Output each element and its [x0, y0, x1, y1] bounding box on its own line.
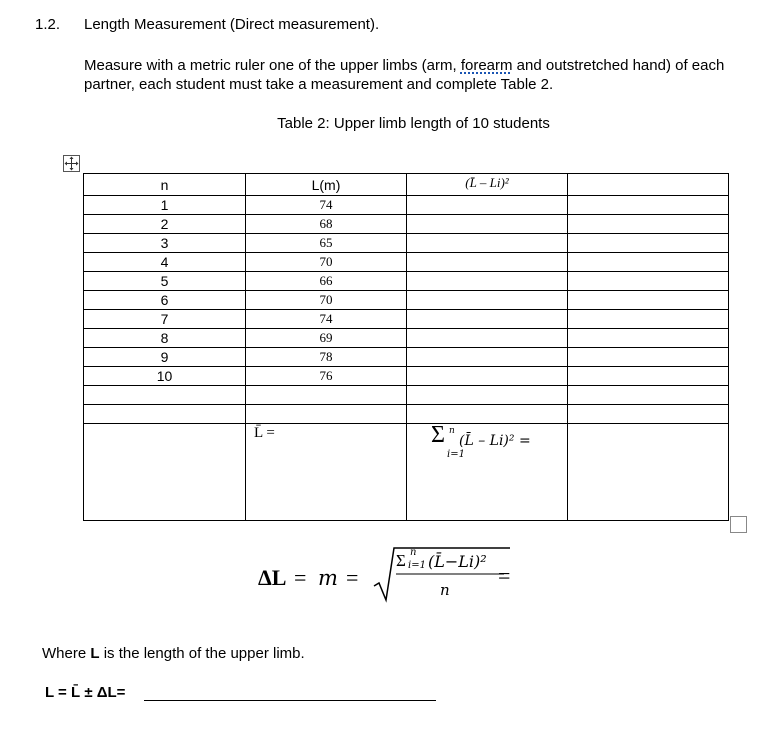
table-caption: Table 2: Upper limb length of 10 students [277, 115, 550, 132]
mean-label: L̄ = [254, 425, 275, 441]
row-deviation-cell[interactable] [407, 291, 568, 310]
blank-cell[interactable] [568, 386, 729, 405]
row-deviation-cell[interactable] [407, 348, 568, 367]
header-length: L(m) [246, 174, 407, 196]
row-n: 10 [84, 367, 246, 386]
equals-sign-2: = [346, 565, 359, 590]
sum-cell[interactable] [407, 424, 568, 521]
blank-cell[interactable] [84, 386, 246, 405]
section-title: Length Measurement (Direct measurement). [84, 16, 380, 33]
table-row [84, 348, 729, 367]
where-prefix: Where [42, 645, 91, 662]
sigma-subscript: i=1 [447, 449, 465, 460]
row-length: 68 [246, 215, 407, 234]
row-n: 6 [84, 291, 246, 310]
row-length: 78 [246, 348, 407, 367]
equals-sign-3: = [498, 563, 511, 588]
instructions-part2: and outstretched hand) of each partner, each student must take a measurement and complete Table 2. [84, 57, 725, 93]
row-length: 66 [246, 272, 407, 291]
row-extra-cell[interactable] [568, 253, 729, 272]
uncertainty-formula [258, 540, 558, 610]
m-symbol: m [318, 566, 338, 590]
row-deviation-cell[interactable] [407, 253, 568, 272]
row-deviation-cell[interactable] [407, 234, 568, 253]
row-n: 4 [84, 253, 246, 272]
numerator-sigma: Σ [396, 551, 406, 570]
table-row-blank [84, 386, 729, 405]
row-extra-cell[interactable] [568, 272, 729, 291]
row-length: 76 [246, 367, 407, 386]
row-n: 2 [84, 215, 246, 234]
row-extra-cell[interactable] [568, 215, 729, 234]
summary-extra-cell[interactable] [568, 424, 729, 521]
row-extra-cell[interactable] [568, 329, 729, 348]
row-deviation-cell[interactable] [407, 215, 568, 234]
row-extra-cell[interactable] [568, 348, 729, 367]
where-suffix: is the length of the upper limb. [99, 645, 305, 662]
row-extra-cell[interactable] [568, 291, 729, 310]
table-row [84, 196, 729, 215]
numerator-sub: i=1 [408, 560, 426, 571]
table-row [84, 234, 729, 253]
row-length: 74 [246, 196, 407, 215]
row-n: 1 [84, 196, 246, 215]
table-header-row [84, 174, 729, 196]
section-number: 1.2. [35, 16, 61, 33]
denominator: n [440, 581, 450, 599]
numerator-sup: n [410, 547, 417, 558]
row-deviation-cell[interactable] [407, 272, 568, 291]
row-length: 70 [246, 253, 407, 272]
row-n: 9 [84, 348, 246, 367]
instructions-part1: Measure with a metric ruler one of the upper limbs (arm, [84, 57, 461, 74]
blank-cell[interactable] [84, 405, 246, 424]
table-summary-row [84, 424, 729, 521]
mean-cell[interactable] [246, 424, 407, 521]
blank-cell[interactable] [407, 386, 568, 405]
header-n: n [84, 174, 246, 196]
row-n: 3 [84, 234, 246, 253]
row-deviation-cell[interactable] [407, 329, 568, 348]
table-row [84, 215, 729, 234]
row-length: 74 [246, 310, 407, 329]
numerator-body: (L̄−Li)² [428, 552, 487, 571]
blank-cell[interactable] [407, 405, 568, 424]
equals-sign-1: = [294, 565, 307, 590]
table-row [84, 329, 729, 348]
move-arrows-icon [64, 156, 79, 171]
blank-cell[interactable] [568, 405, 729, 424]
table-row-blank [84, 405, 729, 424]
table-row [84, 291, 729, 310]
instructions-paragraph [84, 56, 744, 94]
where-sentence [42, 645, 305, 662]
sum-expression [407, 424, 567, 464]
table-row [84, 253, 729, 272]
limb-length-table [83, 173, 729, 521]
where-bold-l: L [90, 645, 100, 662]
row-n: 7 [84, 310, 246, 329]
row-extra-cell[interactable] [568, 367, 729, 386]
table-resize-handle[interactable] [730, 516, 747, 533]
row-deviation-cell[interactable] [407, 196, 568, 215]
instructions-forearm: forearm [460, 57, 513, 74]
row-deviation-cell[interactable] [407, 310, 568, 329]
sum-body: (L̄ – Li)² = [459, 433, 531, 449]
row-extra-cell[interactable] [568, 310, 729, 329]
move-icon[interactable] [63, 155, 80, 172]
header-deviation-squared: (L̄ – Li)² [407, 174, 568, 196]
row-n: 5 [84, 272, 246, 291]
summary-empty-cell[interactable] [84, 424, 246, 521]
row-deviation-cell[interactable] [407, 367, 568, 386]
header-empty [568, 174, 729, 196]
row-length: 70 [246, 291, 407, 310]
blank-cell[interactable] [246, 386, 407, 405]
row-extra-cell[interactable] [568, 196, 729, 215]
final-result-label: L = L̄ ± ΔL= [45, 684, 126, 701]
table-row [84, 367, 729, 386]
row-length: 65 [246, 234, 407, 253]
blank-cell[interactable] [246, 405, 407, 424]
sigma-superscript: n [449, 426, 455, 436]
row-n: 8 [84, 329, 246, 348]
delta-l-symbol: ΔL [258, 565, 287, 590]
final-answer-line[interactable] [144, 700, 436, 701]
table-row [84, 310, 729, 329]
sigma-symbol: Σ [431, 422, 445, 448]
row-extra-cell[interactable] [568, 234, 729, 253]
row-length: 69 [246, 329, 407, 348]
table-row [84, 272, 729, 291]
